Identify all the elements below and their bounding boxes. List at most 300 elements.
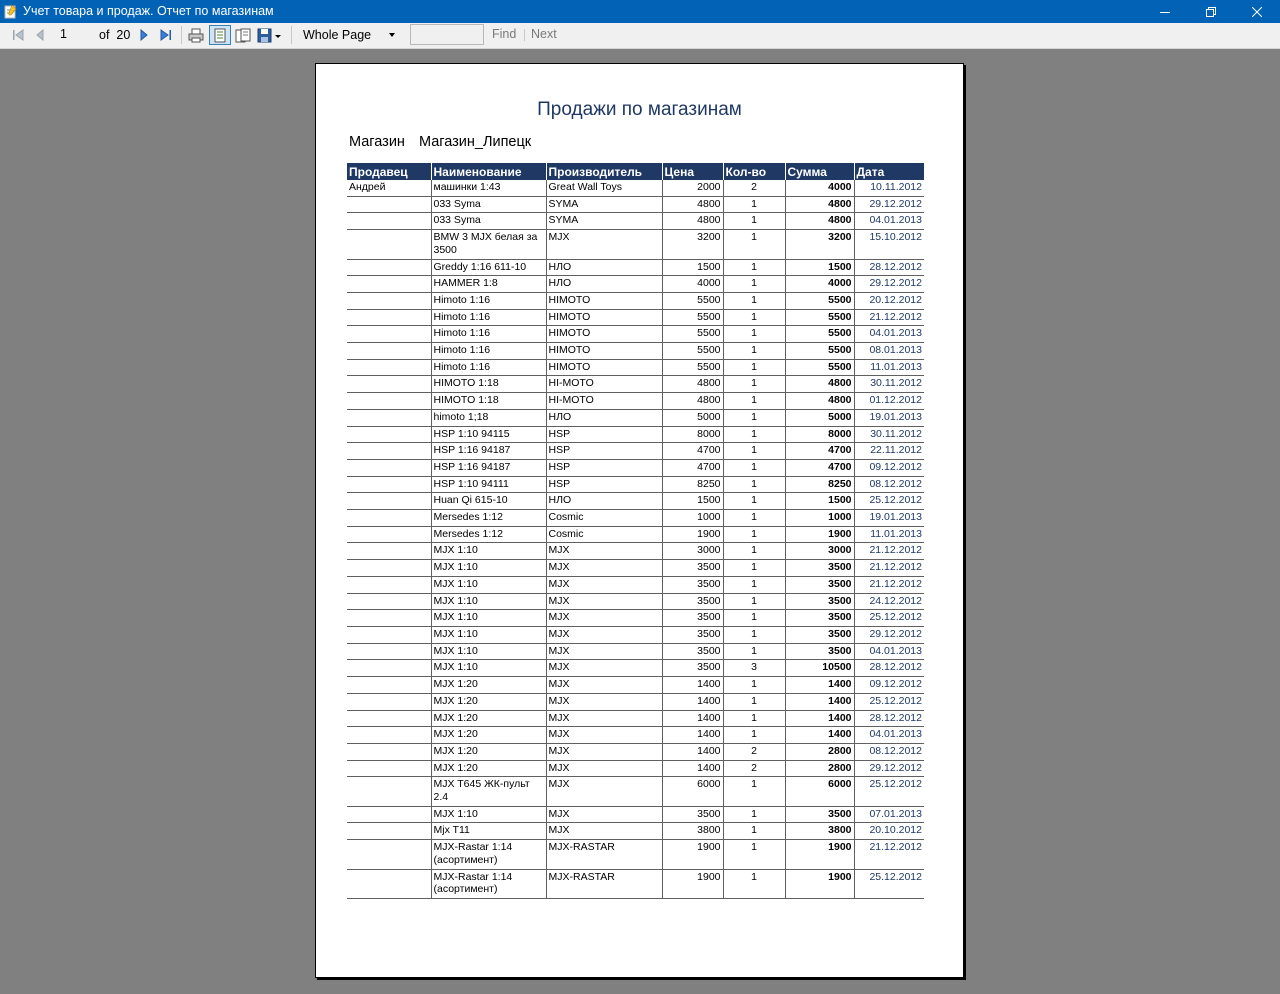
cell-date: 25.12.2012 <box>854 869 924 898</box>
cell-sum: 5500 <box>785 343 854 360</box>
cell-price: 1500 <box>662 259 723 276</box>
cell-name: HSP 1:16 94187 <box>431 459 546 476</box>
cell-name: Himoto 1:16 <box>431 326 546 343</box>
cell-date: 07.01.2013 <box>854 806 924 823</box>
cell-seller <box>347 677 431 694</box>
table-row <box>347 493 924 510</box>
cell-sum: 4000 <box>785 180 854 196</box>
cell-name: Himoto 1:16 <box>431 359 546 376</box>
export-button[interactable] <box>256 25 284 45</box>
cell-maker: HSP <box>546 476 662 493</box>
cell-price: 4800 <box>662 376 723 393</box>
cell-name: Mjx T11 <box>431 823 546 840</box>
cell-maker: HIMOTO <box>546 359 662 376</box>
cell-seller <box>347 493 431 510</box>
cell-qty: 1 <box>723 593 785 610</box>
column-header-date: Дата <box>854 163 924 180</box>
cell-seller <box>347 292 431 309</box>
cell-seller <box>347 693 431 710</box>
cell-qty: 1 <box>723 526 785 543</box>
cell-sum: 5500 <box>785 309 854 326</box>
cell-sum: 3500 <box>785 560 854 577</box>
cell-date: 09.12.2012 <box>854 677 924 694</box>
table-row <box>347 213 924 230</box>
cell-qty: 1 <box>723 309 785 326</box>
cell-date: 24.12.2012 <box>854 593 924 610</box>
table-row <box>347 426 924 443</box>
total-pages-count: 20 <box>116 28 131 42</box>
table-row <box>347 292 924 309</box>
cell-price: 3500 <box>662 806 723 823</box>
table-row <box>347 840 924 869</box>
cell-price: 5500 <box>662 309 723 326</box>
cell-date: 08.12.2012 <box>854 476 924 493</box>
cell-name: HSP 1:10 94115 <box>431 426 546 443</box>
table-row <box>347 196 924 213</box>
cell-maker: Cosmic <box>546 526 662 543</box>
cell-maker: HSP <box>546 443 662 460</box>
cell-maker: HIMOTO <box>546 292 662 309</box>
toolbar-separator <box>181 26 182 44</box>
cell-seller <box>347 660 431 677</box>
cell-name: HAMMER 1:8 <box>431 276 546 293</box>
cell-name: MJX 1:20 <box>431 727 546 744</box>
cell-name: MJX 1:20 <box>431 677 546 694</box>
zoom-select[interactable] <box>299 25 399 45</box>
cell-name: MJX 1:10 <box>431 626 546 643</box>
cell-date: 28.12.2012 <box>854 660 924 677</box>
cell-maker: Cosmic <box>546 510 662 527</box>
cell-seller <box>347 343 431 360</box>
cell-price: 5500 <box>662 292 723 309</box>
cell-date: 04.01.2013 <box>854 643 924 660</box>
cell-name: himoto 1;18 <box>431 409 546 426</box>
page-setup-button[interactable] <box>233 25 253 45</box>
table-row <box>347 180 924 196</box>
cell-maker: MJX <box>546 806 662 823</box>
cell-sum: 2800 <box>785 760 854 777</box>
cell-seller <box>347 643 431 660</box>
cell-name: Greddy 1:16 611-10 <box>431 259 546 276</box>
cell-sum: 2800 <box>785 743 854 760</box>
cell-name: машинки 1:43 <box>431 180 546 196</box>
cell-qty: 1 <box>723 493 785 510</box>
table-row <box>347 710 924 727</box>
cell-qty: 1 <box>723 626 785 643</box>
cell-name: MJX 1:10 <box>431 593 546 610</box>
cell-date: 22.11.2012 <box>854 443 924 460</box>
table-row <box>347 409 924 426</box>
cell-qty: 1 <box>723 693 785 710</box>
column-header-maker: Производитель <box>546 163 662 180</box>
table-row <box>347 343 924 360</box>
toolbar-separator <box>291 26 292 44</box>
cell-name: MJX 1:10 <box>431 543 546 560</box>
cell-name: MJX T645 ЖК-пульт 2.4 <box>431 777 546 806</box>
cell-date: 19.01.2013 <box>854 510 924 527</box>
cell-name: MJX 1:10 <box>431 660 546 677</box>
column-header-sum: Сумма <box>785 163 854 180</box>
cell-seller <box>347 196 431 213</box>
cell-date: 25.12.2012 <box>854 777 924 806</box>
cell-price: 3800 <box>662 823 723 840</box>
table-row <box>347 443 924 460</box>
cell-name: Himoto 1:16 <box>431 292 546 309</box>
cell-seller <box>347 743 431 760</box>
cell-price: 1900 <box>662 869 723 898</box>
cell-sum: 4800 <box>785 196 854 213</box>
cell-maker: HIMOTO <box>546 343 662 360</box>
report-viewer-toolbar <box>0 23 1280 49</box>
cell-price: 6000 <box>662 777 723 806</box>
cell-maker: MJX <box>546 760 662 777</box>
cell-date: 01.12.2012 <box>854 393 924 410</box>
cell-maker: MJX <box>546 643 662 660</box>
cell-price: 1900 <box>662 526 723 543</box>
find-next-link[interactable]: Next <box>531 27 557 41</box>
minimize-icon <box>1160 7 1170 17</box>
cell-seller <box>347 727 431 744</box>
previous-page-button[interactable] <box>30 25 50 45</box>
cell-qty: 1 <box>723 213 785 230</box>
cell-price: 5500 <box>662 359 723 376</box>
cell-sum: 1000 <box>785 510 854 527</box>
cell-date: 21.12.2012 <box>854 309 924 326</box>
cell-sum: 8250 <box>785 476 854 493</box>
cell-sum: 5500 <box>785 359 854 376</box>
report-title: Продажи по магазинам <box>537 99 742 120</box>
next-page-button[interactable] <box>134 25 154 45</box>
cell-price: 1400 <box>662 710 723 727</box>
find-text-input[interactable] <box>410 24 484 45</box>
table-row <box>347 359 924 376</box>
cell-sum: 3500 <box>785 626 854 643</box>
cell-maker: MJX <box>546 593 662 610</box>
cell-price: 8250 <box>662 476 723 493</box>
table-header-row <box>347 163 924 180</box>
first-page-icon <box>12 29 24 41</box>
store-row <box>349 134 531 150</box>
cell-qty: 1 <box>723 292 785 309</box>
cell-price: 1400 <box>662 743 723 760</box>
cell-price: 1400 <box>662 760 723 777</box>
column-header-seller: Продавец <box>347 163 431 180</box>
cell-maker: MJX-RASTAR <box>546 869 662 898</box>
cell-maker: MJX <box>546 543 662 560</box>
cell-qty: 1 <box>723 476 785 493</box>
cell-price: 5000 <box>662 409 723 426</box>
cell-sum: 1500 <box>785 259 854 276</box>
restore-icon <box>1206 7 1216 17</box>
cell-sum: 3200 <box>785 230 854 259</box>
cell-date: 11.01.2013 <box>854 359 924 376</box>
cell-date: 29.12.2012 <box>854 626 924 643</box>
cell-maker: MJX <box>546 693 662 710</box>
table-row <box>347 510 924 527</box>
restore-button[interactable] <box>1188 0 1234 23</box>
cell-seller <box>347 213 431 230</box>
print-button[interactable] <box>186 25 206 45</box>
cell-maker: HSP <box>546 459 662 476</box>
cell-qty: 3 <box>723 660 785 677</box>
cell-qty: 1 <box>723 710 785 727</box>
cell-sum: 1500 <box>785 493 854 510</box>
table-row <box>347 727 924 744</box>
cell-sum: 5000 <box>785 409 854 426</box>
cell-qty: 1 <box>723 326 785 343</box>
table-row <box>347 643 924 660</box>
cell-qty: 1 <box>723 393 785 410</box>
cell-qty: 1 <box>723 276 785 293</box>
cell-qty: 1 <box>723 777 785 806</box>
cell-name: MJX-Rastar 1:14 (асортимент) <box>431 869 546 898</box>
cell-seller <box>347 476 431 493</box>
cell-price: 1400 <box>662 727 723 744</box>
cell-maker: HSP <box>546 426 662 443</box>
last-page-icon <box>160 29 172 41</box>
cell-sum: 3500 <box>785 643 854 660</box>
table-row <box>347 230 924 259</box>
cell-seller <box>347 276 431 293</box>
cell-maker: MJX <box>546 727 662 744</box>
cell-date: 04.01.2013 <box>854 727 924 744</box>
cell-price: 1500 <box>662 493 723 510</box>
cell-qty: 1 <box>723 543 785 560</box>
table-row <box>347 777 924 806</box>
cell-maker: MJX <box>546 823 662 840</box>
cell-price: 3500 <box>662 626 723 643</box>
cell-qty: 1 <box>723 643 785 660</box>
cell-price: 4800 <box>662 213 723 230</box>
cell-seller <box>347 560 431 577</box>
cell-date: 19.01.2013 <box>854 409 924 426</box>
table-row <box>347 393 924 410</box>
cell-seller <box>347 510 431 527</box>
cell-maker: MJX <box>546 710 662 727</box>
cell-qty: 2 <box>723 743 785 760</box>
report-page <box>315 63 964 978</box>
cell-maker: HI-MOTO <box>546 376 662 393</box>
cell-seller <box>347 359 431 376</box>
cell-date: 15.10.2012 <box>854 230 924 259</box>
cell-qty: 1 <box>723 426 785 443</box>
window-title: Учет товара и продаж. Отчет по магазинам <box>23 4 274 18</box>
cell-sum: 4800 <box>785 393 854 410</box>
cell-date: 28.12.2012 <box>854 259 924 276</box>
cell-qty: 1 <box>723 376 785 393</box>
table-row <box>347 660 924 677</box>
table-row <box>347 459 924 476</box>
cell-price: 3500 <box>662 610 723 627</box>
cell-maker: SYMA <box>546 213 662 230</box>
column-header-price: Цена <box>662 163 723 180</box>
cell-price: 3500 <box>662 643 723 660</box>
sales-table <box>347 163 924 899</box>
cell-date: 20.10.2012 <box>854 823 924 840</box>
table-row <box>347 259 924 276</box>
cell-price: 1400 <box>662 677 723 694</box>
cell-qty: 1 <box>723 869 785 898</box>
chevron-down-icon <box>389 33 395 37</box>
cell-price: 3000 <box>662 543 723 560</box>
previous-page-icon <box>34 29 46 41</box>
cell-price: 3500 <box>662 560 723 577</box>
cell-date: 28.12.2012 <box>854 710 924 727</box>
cell-sum: 3800 <box>785 823 854 840</box>
cell-sum: 1900 <box>785 526 854 543</box>
cell-sum: 3500 <box>785 806 854 823</box>
cell-seller <box>347 576 431 593</box>
cell-maker: НЛО <box>546 276 662 293</box>
cell-date: 30.11.2012 <box>854 376 924 393</box>
cell-sum: 4000 <box>785 276 854 293</box>
close-button[interactable] <box>1234 0 1280 23</box>
cell-date: 10.11.2012 <box>854 180 924 196</box>
cell-maker: MJX <box>546 576 662 593</box>
cell-sum: 3500 <box>785 576 854 593</box>
cell-name: 033 Syma <box>431 213 546 230</box>
table-row <box>347 309 924 326</box>
minimize-button[interactable] <box>1142 0 1188 23</box>
toolbar-separator <box>524 29 525 41</box>
cell-qty: 1 <box>723 459 785 476</box>
cell-name: MJX 1:10 <box>431 610 546 627</box>
table-row <box>347 823 924 840</box>
cell-seller: Андрей <box>347 180 431 196</box>
cell-name: HIMOTO 1:18 <box>431 376 546 393</box>
cell-price: 3500 <box>662 576 723 593</box>
cell-maker: MJX <box>546 560 662 577</box>
cell-name: MJX 1:20 <box>431 743 546 760</box>
cell-price: 4000 <box>662 276 723 293</box>
cell-name: MJX 1:20 <box>431 693 546 710</box>
cell-price: 1400 <box>662 693 723 710</box>
cell-sum: 5500 <box>785 292 854 309</box>
cell-seller <box>347 409 431 426</box>
cell-sum: 1400 <box>785 693 854 710</box>
table-row <box>347 543 924 560</box>
cell-name: MJX 1:10 <box>431 643 546 660</box>
cell-sum: 5500 <box>785 326 854 343</box>
cell-name: 033 Syma <box>431 196 546 213</box>
table-row <box>347 806 924 823</box>
cell-sum: 10500 <box>785 660 854 677</box>
table-row <box>347 560 924 577</box>
cell-date: 20.12.2012 <box>854 292 924 309</box>
cell-seller <box>347 840 431 869</box>
cell-sum: 4800 <box>785 376 854 393</box>
cell-seller <box>347 393 431 410</box>
cell-name: HIMOTO 1:18 <box>431 393 546 410</box>
cell-date: 04.01.2013 <box>854 213 924 230</box>
cell-maker: HIMOTO <box>546 309 662 326</box>
cell-qty: 1 <box>723 230 785 259</box>
table-row <box>347 610 924 627</box>
cell-maker: MJX <box>546 677 662 694</box>
cell-price: 8000 <box>662 426 723 443</box>
column-header-qty: Кол-во <box>723 163 785 180</box>
cell-maker: MJX <box>546 610 662 627</box>
print-layout-button[interactable] <box>209 25 231 45</box>
current-page-input[interactable]: 1 <box>60 27 67 41</box>
cell-price: 3200 <box>662 230 723 259</box>
cell-seller <box>347 823 431 840</box>
cell-date: 29.12.2012 <box>854 276 924 293</box>
cell-qty: 1 <box>723 560 785 577</box>
cell-maker: MJX <box>546 660 662 677</box>
table-row <box>347 677 924 694</box>
cell-maker: НЛО <box>546 493 662 510</box>
table-row <box>347 593 924 610</box>
cell-qty: 1 <box>723 443 785 460</box>
cell-sum: 1400 <box>785 677 854 694</box>
cell-name: Huan Qi 615-10 <box>431 493 546 510</box>
cell-sum: 1400 <box>785 727 854 744</box>
cell-seller <box>347 459 431 476</box>
cell-qty: 1 <box>723 840 785 869</box>
table-row <box>347 526 924 543</box>
table-row <box>347 476 924 493</box>
cell-qty: 1 <box>723 259 785 276</box>
cell-price: 1900 <box>662 840 723 869</box>
cell-name: MJX-Rastar 1:14 (асортимент) <box>431 840 546 869</box>
cell-price: 5500 <box>662 326 723 343</box>
cell-price: 4700 <box>662 459 723 476</box>
table-row <box>347 576 924 593</box>
cell-price: 3500 <box>662 660 723 677</box>
first-page-button[interactable] <box>8 25 28 45</box>
cell-price: 5500 <box>662 343 723 360</box>
cell-seller <box>347 443 431 460</box>
cell-maker: HI-MOTO <box>546 393 662 410</box>
cell-sum: 1900 <box>785 869 854 898</box>
cell-sum: 6000 <box>785 777 854 806</box>
cell-date: 08.01.2013 <box>854 343 924 360</box>
sales-table-body <box>347 180 924 898</box>
cell-qty: 1 <box>723 196 785 213</box>
table-row <box>347 693 924 710</box>
find-link[interactable]: Find <box>492 27 517 41</box>
last-page-button[interactable] <box>156 25 176 45</box>
cell-sum: 1400 <box>785 710 854 727</box>
cell-name: MJX 1:20 <box>431 710 546 727</box>
print-layout-icon <box>213 28 227 43</box>
cell-maker: НЛО <box>546 409 662 426</box>
cell-name: MJX 1:10 <box>431 560 546 577</box>
cell-date: 29.12.2012 <box>854 196 924 213</box>
cell-date: 04.01.2013 <box>854 326 924 343</box>
cell-sum: 3500 <box>785 610 854 627</box>
column-header-name: Наименование <box>431 163 546 180</box>
cell-qty: 1 <box>723 677 785 694</box>
cell-maker: MJX <box>546 626 662 643</box>
cell-maker: MJX <box>546 777 662 806</box>
cell-maker: SYMA <box>546 196 662 213</box>
cell-seller <box>347 869 431 898</box>
cell-seller <box>347 543 431 560</box>
cell-qty: 2 <box>723 760 785 777</box>
cell-seller <box>347 777 431 806</box>
cell-qty: 1 <box>723 610 785 627</box>
cell-seller <box>347 376 431 393</box>
cell-date: 21.12.2012 <box>854 560 924 577</box>
cell-seller <box>347 760 431 777</box>
cell-date: 25.12.2012 <box>854 610 924 627</box>
cell-date: 29.12.2012 <box>854 760 924 777</box>
cell-date: 21.12.2012 <box>854 576 924 593</box>
cell-price: 4800 <box>662 196 723 213</box>
cell-sum: 3500 <box>785 593 854 610</box>
